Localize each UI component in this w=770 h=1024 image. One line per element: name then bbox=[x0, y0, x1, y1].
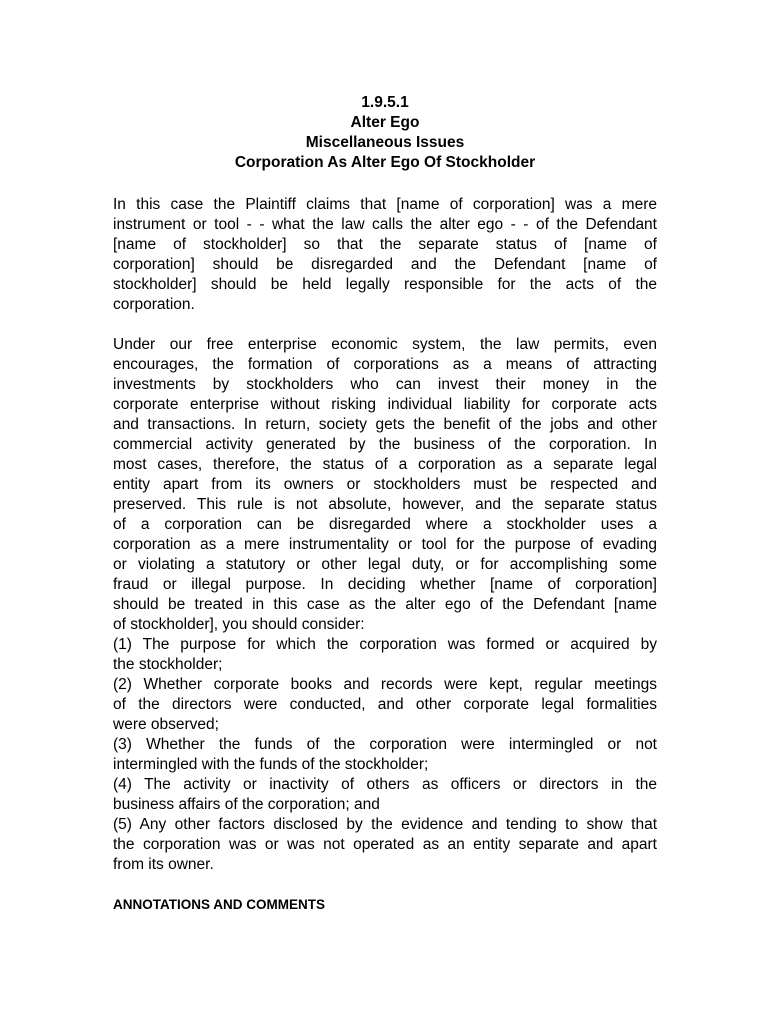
paragraph-line: corporation as a mere instrumentality or tool for the purpose of evading bbox=[113, 536, 657, 553]
factor-item: (4) The activity or inactivity of others as officers or directors in the bbox=[113, 776, 657, 793]
factor-item: business affairs of the corporation; and bbox=[113, 796, 380, 813]
paragraph-line: corporate enterprise without risking individual liability for corporate acts bbox=[113, 396, 657, 413]
paragraph-line: of stockholder], you should consider: bbox=[113, 616, 365, 633]
paragraph-line: investments by stockholders who can invest their money in the bbox=[113, 376, 657, 393]
explanation-paragraph bbox=[113, 335, 657, 875]
factor-item: from its owner. bbox=[113, 856, 214, 873]
paragraph-line: encourages, the formation of corporations as a means of attracting bbox=[113, 356, 657, 373]
paragraph-line: Under our free enterprise economic system, the law permits, even bbox=[113, 336, 657, 353]
paragraph-line: instrument or tool - - what the law calls the alter ego - - of the Defendant bbox=[113, 216, 657, 233]
section-number: 1.9.5.1 bbox=[361, 94, 409, 111]
factor-item: the stockholder; bbox=[113, 656, 223, 673]
paragraph-line: entity apart from its owners or stockholders must be respected and bbox=[113, 476, 657, 493]
paragraph-line: fraud or illegal purpose. In deciding whether [name of corporation] bbox=[113, 576, 657, 593]
paragraph-line: preserved. This rule is not absolute, however, and the separate status bbox=[113, 496, 657, 513]
paragraph-line: or violating a statutory or other legal duty, or for accomplishing some bbox=[113, 556, 657, 573]
paragraph-line: of a corporation can be disregarded where a stockholder uses a bbox=[113, 516, 657, 533]
paragraph-line: corporation] should be disregarded and the Defendant [name of bbox=[113, 256, 657, 273]
factor-item: (2) Whether corporate books and records were kept, regular meetings bbox=[113, 676, 657, 693]
paragraph-line: In this case the Plaintiff claims that [name of corporation] was a mere bbox=[113, 196, 657, 213]
paragraph-line: most cases, therefore, the status of a corporation as a separate legal bbox=[113, 456, 657, 473]
annotations-heading: ANNOTATIONS AND COMMENTS bbox=[113, 897, 325, 912]
section-subtitle: Miscellaneous Issues bbox=[305, 134, 465, 151]
factor-item: (1) The purpose for which the corporation was formed or acquired by bbox=[113, 636, 657, 653]
factor-item: the corporation was or was not operated as an entity separate and apart bbox=[113, 836, 657, 853]
factor-item: were observed; bbox=[113, 716, 219, 733]
factor-item: (5) Any other factors disclosed by the evidence and tending to show that bbox=[113, 816, 657, 833]
factor-item: of the directors were conducted, and other corporate legal formalities bbox=[113, 696, 657, 713]
paragraph-line: commercial activity generated by the business of the corporation. In bbox=[113, 436, 657, 453]
section-title: Alter Ego bbox=[350, 114, 420, 131]
instruction-heading bbox=[113, 93, 657, 173]
factor-item: intermingled with the funds of the stockholder; bbox=[113, 756, 429, 773]
paragraph-line: corporation. bbox=[113, 296, 195, 313]
paragraph-line: stockholder] should be held legally responsible for the acts of the bbox=[113, 276, 657, 293]
claim-paragraph bbox=[113, 195, 657, 315]
factor-item: (3) Whether the funds of the corporation were intermingled or not bbox=[113, 736, 657, 753]
paragraph-line: [name of stockholder] so that the separate status of [name of bbox=[113, 236, 657, 253]
paragraph-line: should be treated in this case as the alter ego of the Defendant [name bbox=[113, 596, 657, 613]
instruction-title: Corporation As Alter Ego Of Stockholder bbox=[234, 154, 536, 171]
paragraph-line: and transactions. In return, society gets the benefit of the jobs and other bbox=[113, 416, 657, 433]
